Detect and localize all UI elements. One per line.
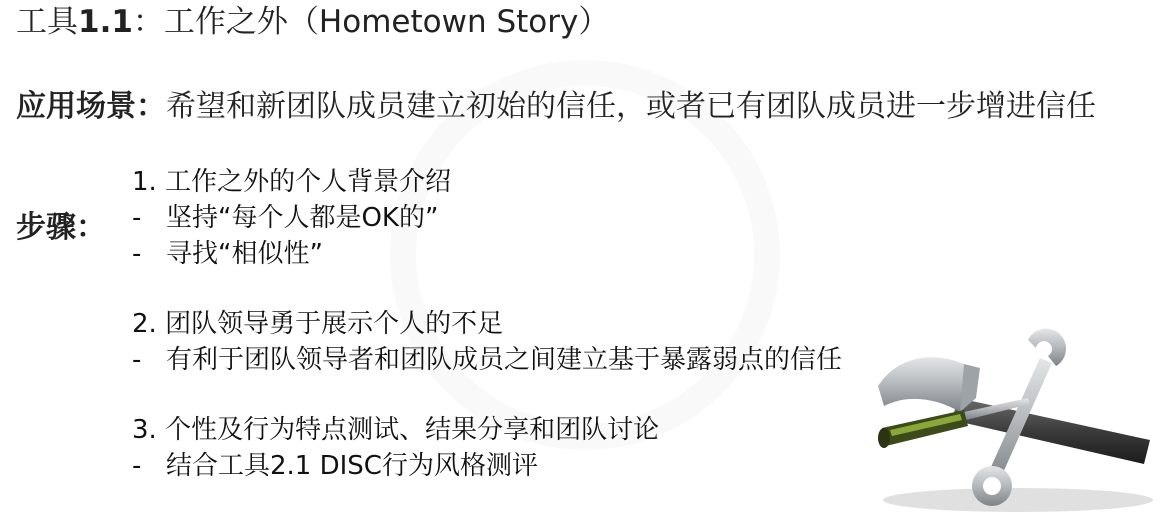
step-3 [132,412,872,484]
bullet-text: 结合工具2.1 DISC行为风格测评 [166,451,538,481]
step-2 [132,306,872,378]
step-1 [132,164,872,272]
steps-label: 步骤： [16,210,106,245]
step-heading: 2. 团队领导勇于展示个人的不足 [132,309,504,339]
step-bullet [132,200,872,236]
bullet-dash: - [132,239,142,269]
step-heading: 1. 工作之外的个人背景介绍 [132,167,452,197]
tools-shadow [883,488,1153,512]
bullet-text: 坚持“每个人都是OK的” [166,203,439,233]
step-bullet [132,448,872,484]
title-prefix: 工具 [16,4,78,40]
steps-list [132,164,872,484]
tools-illustration [868,328,1158,518]
bullet-text: 有利于团队领导者和团队成员之间建立基于暴露弱点的信任 [166,345,843,375]
title-number: 1.1 [78,4,133,40]
step-bullet [132,236,872,272]
bullet-dash: - [132,203,142,233]
bullet-text: 寻找“相似性” [166,239,323,269]
scenario-paragraph [16,86,1106,128]
bullet-dash: - [132,345,142,375]
scenario-text: 希望和新团队成员建立初始的信任，或者已有团队成员进一步增进信任 [166,89,1096,124]
page-title [16,2,609,42]
step-heading: 3. 个性及行为特点测试、结果分享和团队讨论 [132,415,660,445]
bullet-dash: - [132,451,142,481]
title-text: ：工作之外（Hometown Story） [132,4,610,40]
scenario-label: 应用场景： [16,89,166,124]
step-bullet [132,342,872,378]
tools-svg [868,328,1158,518]
